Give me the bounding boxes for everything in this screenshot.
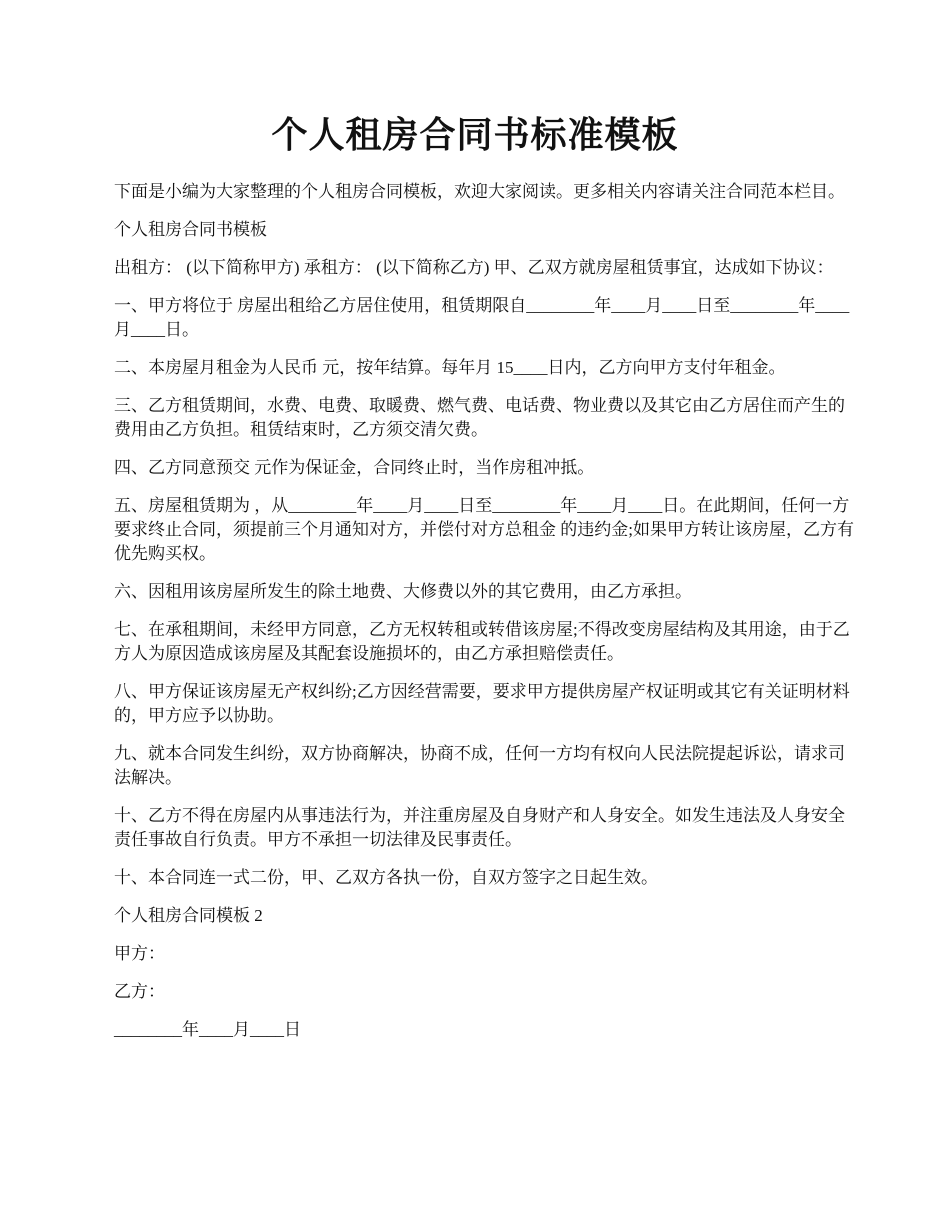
party-a-line: 甲方： <box>114 944 165 963</box>
clause-2: 二、本房屋月租金为人民币 元，按年结算。每年月 15____日内，乙方向甲方支付年租金。 <box>114 358 786 377</box>
intro-paragraph: 下面是小编为大家整理的个人租房合同模板，欢迎大家阅读。更多相关内容请关注合同范本栏目。 <box>114 182 845 201</box>
document-body <box>114 180 854 1056</box>
date-line: ________年____月____日 <box>114 1020 301 1039</box>
clause-7: 七、在承租期间，未经甲方同意，乙方无权转租或转借该房屋;不得改变房屋结构及其用途，由于乙方人为原因造成该房屋及其配套设施损坏的，由乙方承担赔偿责任。 <box>114 620 850 663</box>
section-heading: 个人租房合同书模板 <box>114 220 267 239</box>
clause-5: 五、房屋租赁期为 ，从________年____月____日至________年____月____日。在此期间，任何一方要求终止合同，须提前三个月通知对方，并偿付对方总租金 的违约金;如果甲方转让该房屋，乙方有优先购买权。 <box>114 496 854 563</box>
party-b-line: 乙方： <box>114 982 165 1001</box>
clause-11: 十、本合同连一式二份，甲、乙双方各执一份，自双方签字之日起生效。 <box>114 868 658 887</box>
clause-9: 九、就本合同发生纠纷，双方协商解决，协商不成，任何一方均有权向人民法院提起诉讼，请求司法解决。 <box>114 744 845 787</box>
clause-4: 四、乙方同意预交 元作为保证金，合同终止时，当作房租冲抵。 <box>114 458 595 477</box>
parties-paragraph: 出租方： (以下简称甲方) 承租方： (以下简称乙方) 甲、乙双方就房屋租赁事宜，达成如下协议： <box>114 258 834 277</box>
clause-1: 一、甲方将位于 房屋出租给乙方居住使用，租赁期限自________年____月____日至________年____月____日。 <box>114 296 850 339</box>
section-heading-2: 个人租房合同模板 2 <box>114 906 263 925</box>
clause-8: 八、甲方保证该房屋无产权纠纷;乙方因经营需要，要求甲方提供房屋产权证明或其它有关证明材料的，甲方应予以协助。 <box>114 682 850 725</box>
clause-6: 六、因租用该房屋所发生的除土地费、大修费以外的其它费用，由乙方承担。 <box>114 582 692 601</box>
clause-10: 十、乙方不得在房屋内从事违法行为，并注重房屋及自身财产和人身安全。如发生违法及人身安全责任事故自行负责。甲方不承担一切法律及民事责任。 <box>114 806 845 849</box>
clause-3: 三、乙方租赁期间，水费、电费、取暖费、燃气费、电话费、物业费以及其它由乙方居住而产生的费用由乙方负担。租赁结束时，乙方须交清欠费。 <box>114 396 845 439</box>
document-title: 个人租房合同书标准模板 <box>271 115 679 155</box>
